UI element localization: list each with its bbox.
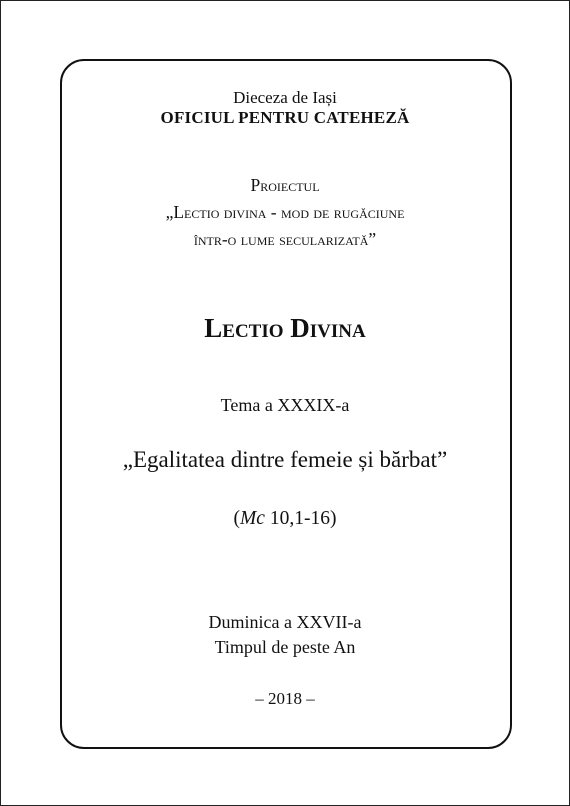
publication-year: – 2018 – bbox=[255, 689, 315, 708]
diocese-name: Dieceza de Iași bbox=[233, 88, 337, 107]
reference-verses: 10,1-16) bbox=[264, 508, 337, 529]
project-label: Proiectul bbox=[250, 175, 320, 195]
liturgical-sunday: Duminica a XXVII-a bbox=[208, 612, 362, 632]
liturgical-season: Timpul de peste An bbox=[214, 637, 356, 657]
project-title-line-2: într-o lume secularizată” bbox=[193, 229, 377, 249]
scripture-reference bbox=[0, 508, 570, 530]
project-title-line-1: „Lectio divina - mod de rugăciune bbox=[165, 202, 405, 222]
theme-number: Tema a XXXIX-a bbox=[220, 395, 350, 415]
reference-open: ( bbox=[233, 508, 241, 529]
theme-subject: „Egalitatea dintre femeie și bărbat” bbox=[122, 447, 448, 472]
office-name: OFICIUL PENTRU CATEHEZĂ bbox=[160, 108, 410, 127]
document-title: Lectio Divina bbox=[204, 313, 366, 343]
reference-book: Mc bbox=[240, 508, 265, 529]
